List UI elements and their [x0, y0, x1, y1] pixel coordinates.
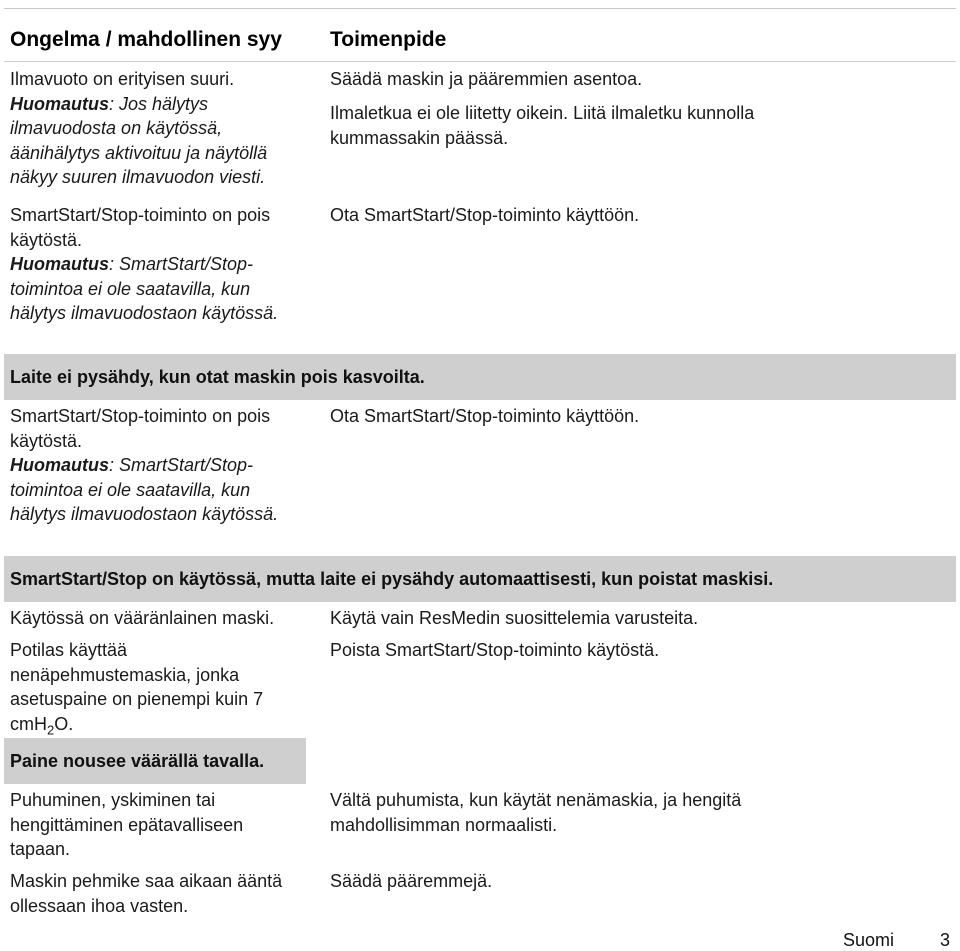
cause-text: SmartStart/Stop-toiminto on pois käytöstä.: [10, 406, 271, 451]
action-avoid-talking: Vältä puhumista, kun käytät nenämaskia, ja hengitä mahdollisimman normaalisti.: [330, 790, 742, 835]
action-use-recommended: Käytä vain ResMedin suosittelemia varusteita.: [330, 608, 699, 628]
header-problem-cause: Ongelma / mahdollinen syy: [10, 28, 282, 51]
cause-text: Ilmavuoto on erityisen suuri.: [10, 69, 235, 89]
note: Huomautus: SmartStart/Stop-toimintoa ei ole saatavilla, kun hälytys ilmavuodostaon käytössä.: [10, 254, 279, 323]
footer-language: Suomi: [843, 930, 895, 950]
page-number: 3: [940, 930, 951, 950]
note: Huomautus: SmartStart/Stop-toimintoa ei ole saatavilla, kun hälytys ilmavuodostaon käytössä.: [10, 455, 279, 524]
section-heading-pressure-rises: Paine nousee väärällä tavalla.: [4, 738, 306, 784]
section-heading-no-stop: Laite ei pysähdy, kun otat maskin pois kasvoilta.: [4, 354, 956, 400]
action-connect-tube: Ilmaletkua ei ole liitetty oikein. Liitä ilmaletku kunnolla kummassakin päässä.: [330, 103, 755, 148]
cause-nasal-pillows-low-pressure: Potilas käyttää nenäpehmustemaskia, jonka asetuspaine on pienempi kuin 7 cmH$_2$O.: [10, 640, 264, 738]
action-disable-smartstart: Poista SmartStart/Stop-toiminto käytöstä.: [330, 640, 660, 660]
cause-smartstart-off: [10, 203, 310, 326]
action-enable-smartstart: Ota SmartStart/Stop-toiminto käyttöön.: [330, 205, 640, 225]
cause-cushion-buzzing: Maskin pehmike saa aikaan ääntä ollessaan ihoa vasten.: [10, 871, 283, 916]
section-heading-smartstart-no-auto-stop: SmartStart/Stop on käytössä, mutta laite ei pysähdy automaattisesti, kun poistat maskisi.: [4, 556, 956, 602]
action-adjust-headgear: Säädä pääremmejä.: [330, 871, 493, 891]
top-rule: [4, 8, 956, 9]
cause-text: SmartStart/Stop-toiminto on pois käytöstä.: [10, 205, 271, 250]
action-enable-smartstart-2: Ota SmartStart/Stop-toiminto käyttöön.: [330, 406, 640, 426]
cause-large-leak: [10, 67, 310, 190]
header-rule: [4, 61, 956, 62]
note: Huomautus: Jos hälytys ilmavuodosta on käytössä, äänihälytys aktivoituu ja näytöllä näkyy suuren ilmavuodon viesti.: [10, 93, 268, 187]
action-adjust-mask: Säädä maskin ja pääremmien asentoa.: [330, 69, 643, 89]
cause-wrong-mask: Käytössä on vääränlainen maski.: [10, 608, 275, 628]
header-action: Toimenpide: [330, 28, 447, 51]
cause-talking-coughing: Puhuminen, yskiminen tai hengittäminen epätavalliseen tapaan.: [10, 790, 244, 859]
cause-smartstart-off-2: [10, 404, 310, 527]
